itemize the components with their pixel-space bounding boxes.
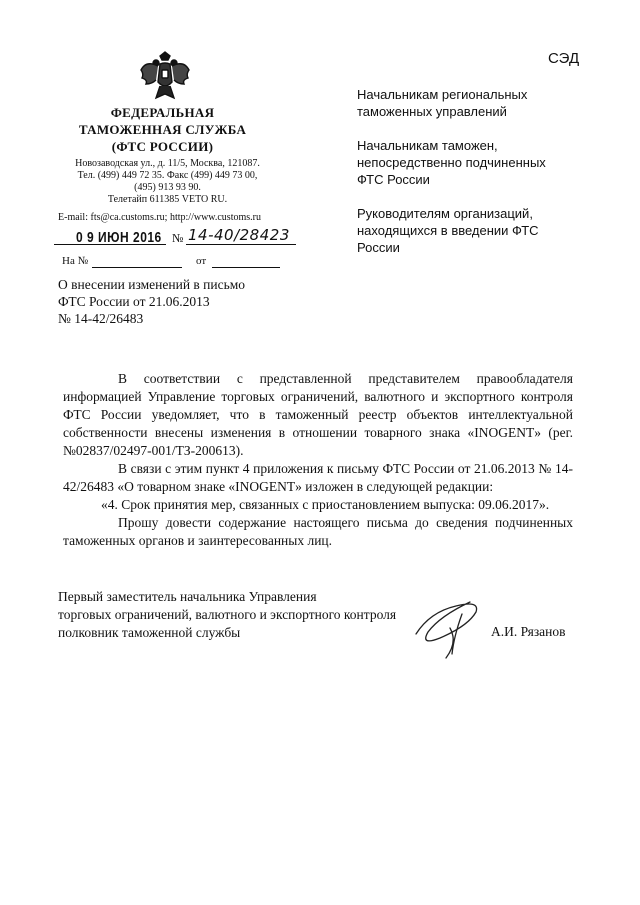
- body-paragraph: Прошу довести содержание настоящего письма до сведения подчиненных таможенных органов и заинтересованных лиц.: [63, 515, 573, 548]
- handwritten-signature: [410, 592, 490, 664]
- organization-address: Новозаводская ул., д. 11/5, Москва, 121087. Тел. (499) 449 72 35. Факс (499) 449 73 00, (495) 913 93 90. Телетайп 611385 VETO RU.: [75, 158, 260, 205]
- emblem-icon: [138, 50, 192, 104]
- number-label: №: [172, 231, 184, 245]
- signer-title: Первый заместитель начальника Управления торговых ограничений, валютного и экспортного контроля полковник таможенной службы: [58, 589, 397, 640]
- body-paragraph: В связи с этим пункт 4 приложения к письму ФТС России от 21.06.2013 № 14-42/26483 «О товарном знаке «INOGENT» изложен в следующей редакции:: [63, 461, 573, 494]
- addressees: [357, 86, 587, 273]
- incoming-reference: [58, 255, 283, 269]
- organization-name: ФЕДЕРАЛЬНАЯ ТАМОЖЕННАЯ СЛУЖБА (ФТС РОССИИ): [78, 105, 247, 154]
- incoming-number-label: На №: [62, 255, 89, 267]
- outgoing-date-stamp: 0 9 ИЮН 2016: [76, 228, 162, 246]
- email-line: E-mail: fts@ca.customs.ru; http://www.customs.ru: [58, 212, 261, 223]
- addressee-group: Начальникам таможен, непосредственно подчиненных ФТС России: [357, 138, 546, 187]
- incoming-date-label: от: [196, 255, 207, 267]
- body-quote: «4. Срок принятия мер, связанных с приостановлением выпуска: 09.06.2017».: [101, 497, 550, 512]
- letter-body: [63, 370, 573, 550]
- signer-name: А.И. Рязанов: [491, 624, 566, 639]
- body-paragraph: В соответствии с представленной представителем правообладателя информацией Управление торговых ограничений, валютного и экспортного контроля ФТС России уведомляет, что в таможенный реестр объектов интеллектуальной собственности внесены изменения в отношении товарного знака «INOGENT» (рег. №02837/02497-001/ТЗ-200613).: [63, 371, 573, 458]
- outgoing-number: 14-40/28423: [188, 226, 290, 244]
- sed-mark: СЭД: [548, 50, 580, 67]
- outgoing-reference: [54, 226, 299, 246]
- addressee-group: Руководителям организаций, находящихся в введении ФТС России: [357, 206, 539, 255]
- addressee-group: Начальникам региональных таможенных управлений: [357, 87, 528, 119]
- letter-subject: О внесении изменений в письмо ФТС России от 21.06.2013 № 14-42/26483: [58, 277, 246, 326]
